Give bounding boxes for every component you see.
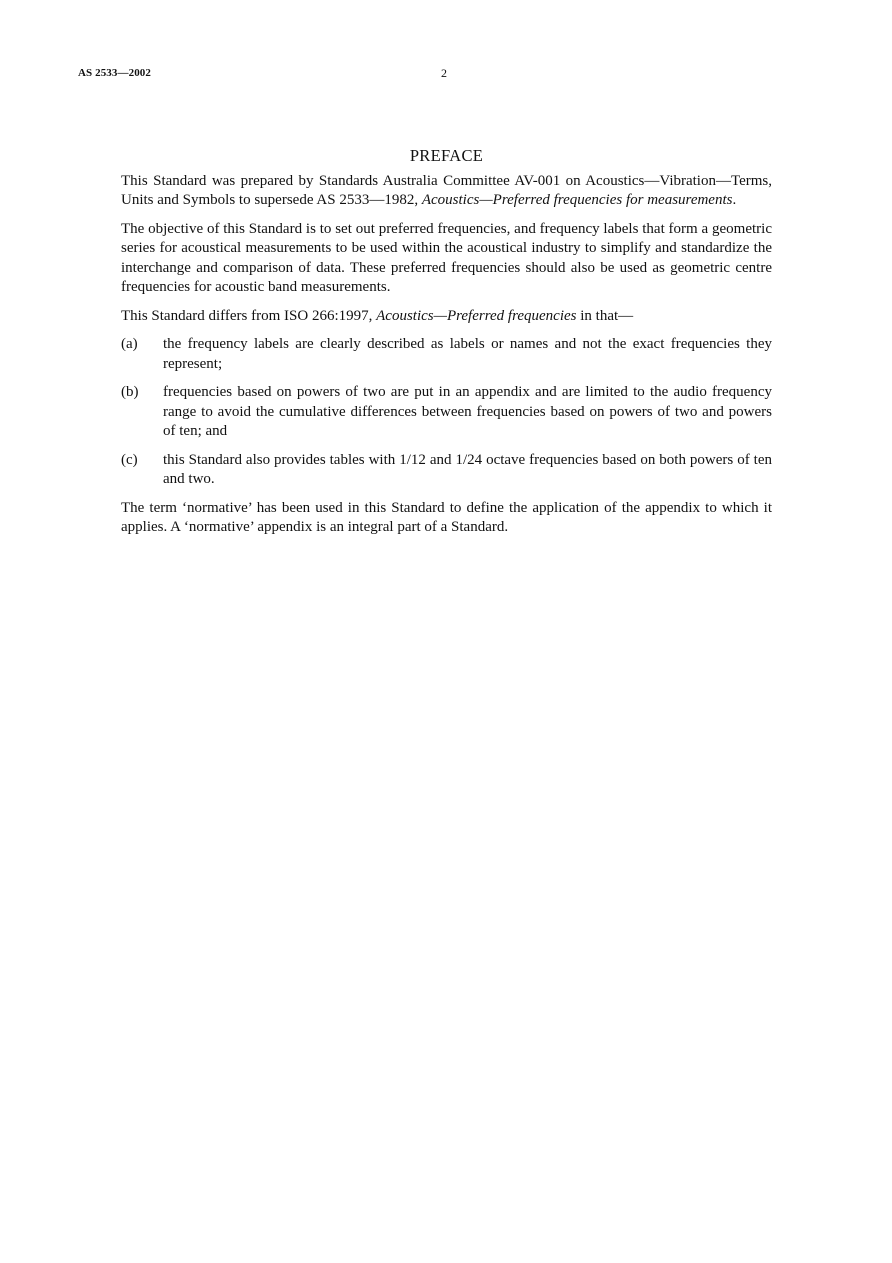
preface-section [121,146,772,547]
preface-paragraph-3-end: in that— [576,307,634,324]
preface-paragraph-2: The objective of this Standard is to set out preferred frequencies, and frequency labels that form a geometric series for acoustical measurements to be used within the acoustical industry to simplify and standardize the interchange and comparison of data. These preferred frequencies should also be used as geometric centre frequencies for acoustic band measurements. [121,220,772,295]
list-item-label: (c) [121,451,138,468]
list-item [121,383,772,442]
list-item-text: the frequency labels are clearly described as labels or names and not the exact frequencies they represent; [163,336,772,372]
preface-paragraph-3 [121,307,772,327]
iso-standard-title: Acoustics—Preferred frequencies [376,307,577,324]
preface-paragraph-4: The term ‘normative’ has been used in this Standard to define the application of the appendix to which it applies. A ‘normative’ appendix is an integral part of a Standard. [121,499,772,535]
list-item-label: (a) [121,336,138,352]
list-item-text: this Standard also provides tables with 1/12 and 1/24 octave frequencies based on both powers of ten and two. [163,451,772,487]
preface-paragraph-1 [121,172,772,211]
superseded-standard-title: Acoustics—Preferred frequencies for measurements [421,192,733,208]
preface-paragraph-1-end: . [732,192,737,208]
page-number: 2 [441,66,447,80]
preface-paragraph-1-text: This Standard was prepared by Standards Australia Committee AV-001 on Acoustics—Vibration—Terms, Units and Symbols to supersede AS 2533—1982, [121,172,772,208]
page-header-standard-id: AS 2533—2002 [78,67,152,79]
list-item [121,451,772,490]
preface-paragraph-3-text: This Standard differs from ISO 266:1997, [121,307,377,324]
list-item-text: frequencies based on powers of two are put in an appendix and are limited to the audio frequency range to avoid the cumulative differences between frequencies based on powers of two and powers of ten; and [163,384,772,439]
preface-title: PREFACE [409,146,484,165]
differences-list [121,335,772,490]
list-item [121,335,772,374]
list-item-label: (b) [121,384,139,400]
